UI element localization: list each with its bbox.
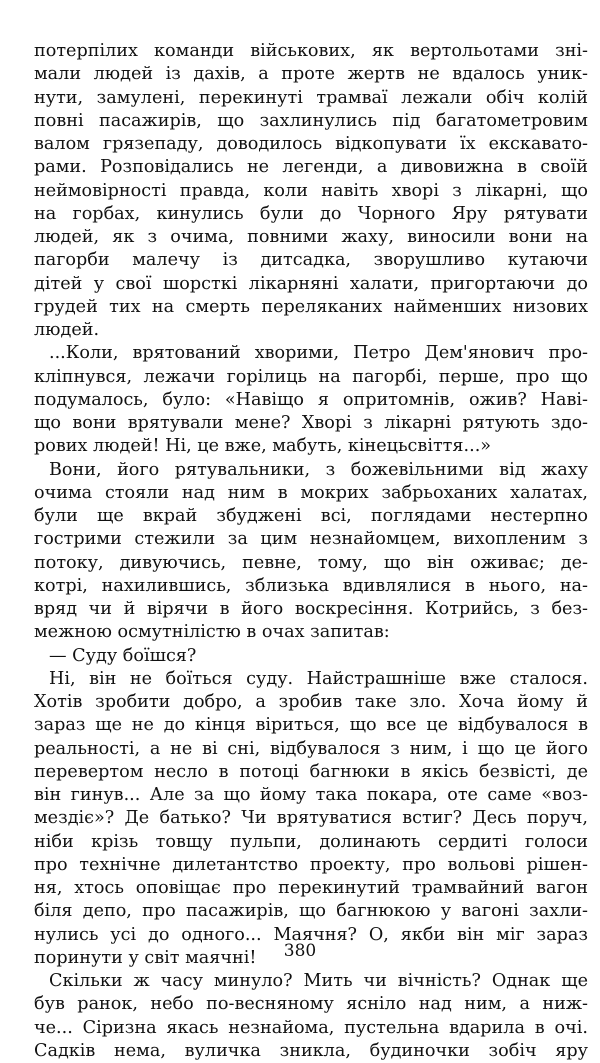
text-line: потерпілих команди військових, як вертольотами зні-	[34, 41, 588, 61]
text-line: на горбах, кинулись були до Чорного Яру рятувати	[34, 203, 588, 224]
text-line: що вони врятували мене? Хворі з лікарні рятують здо-	[34, 413, 588, 433]
text-line: пагорби малечу із дитсадка, зворушливо кутаючи	[34, 250, 588, 271]
text-line: Хотів зробити добро, а зробив таке зло. Хоча йому й	[34, 692, 588, 712]
text-line: дітей у свої шорсткі лікарняні халати, пригортаючи до	[34, 273, 588, 294]
text-line: котрі, нахилившись, зблизька вдивлялися в нього, на-	[34, 575, 588, 596]
text-line: перевертом несло в потоці багнюки в якісь безвісті, де	[34, 761, 588, 782]
text-line: межною осмутнілістю в очах запитав:	[34, 622, 390, 643]
text-line: рами. Розповідались не легенди, а дивовижна в своїй	[34, 157, 588, 178]
text-line: нулись усі до одного... Маячня? О, якби він міг зараз	[34, 924, 588, 945]
text-line: — Суду боїшся?	[49, 645, 197, 666]
text-line: Садків нема, вуличка зникла, будиночки зобіч яру	[34, 1040, 588, 1061]
text-line: людей.	[34, 320, 100, 340]
paragraph	[34, 970, 588, 1063]
text-line: рових людей! Ні, це вже, мабуть, кінецьсвіття...»	[34, 436, 492, 457]
paragraph	[34, 459, 588, 645]
text-line: мали людей із дахів, а проте жертв не вдалось уник-	[34, 64, 588, 85]
text-line: валом грязепаду, доводилось відкопувати їх екскавато-	[34, 134, 588, 154]
text-line: мездіє»? Де батько? Чи врятуватися встиг? Десь поруч,	[34, 808, 588, 829]
page-number: 380	[283, 941, 317, 961]
text-line: людей, як з очима, повними жаху, виносили вони на	[34, 227, 588, 247]
text-line: він гинув... Але за що йому така покара, оте саме «воз-	[34, 785, 588, 805]
text-line: ня, хтось оповіщає про перекинутий трамвайний вагон	[34, 878, 588, 898]
text-line: були ще вкрай збуджені всі, поглядами нестерпно	[34, 506, 588, 526]
text-line: про технічне дилетантство проекту, про вольові рішен-	[34, 854, 588, 875]
text-line: очима стояли над ним в мокрих забрьоханих халатах,	[34, 482, 588, 503]
paragraph	[34, 40, 588, 342]
text-line: че... Сіризна якась незнайома, пустельна вдарила в очі.	[34, 1017, 588, 1038]
book-page-text	[34, 40, 588, 1063]
text-line: подумалось, було: «Навіщо я опритомнів, ожив? Наві-	[34, 389, 588, 410]
text-line: нути, замулені, перекинуті трамваї лежали обіч колій	[34, 87, 588, 108]
text-line: зараз ще не до кінця віриться, що все це відбувалося в	[34, 715, 588, 736]
text-line: вряд чи й вірячи в його воскресіння. Котрийсь, з без-	[34, 599, 588, 619]
text-line: кліпнувся, лежачи горілиць на пагорбі, перше, про що	[34, 366, 588, 387]
text-line: ніби крізь товщу пульпи, долинають сердиті голоси	[34, 831, 588, 852]
text-line: гострими стежили за цим незнайомцем, вихопленим з	[34, 529, 588, 550]
text-line: біля депо, про пасажирів, що багнюкою у вагоні захли-	[34, 901, 588, 922]
text-line: повні пасажирів, що захлинулись під багатометровим	[34, 110, 588, 131]
text-line: неймовірності правда, коли навіть хворі з лікарні, що	[34, 180, 588, 201]
text-line: Ні, він не боїться суду. Найстрашніше вже сталося.	[49, 668, 588, 689]
text-line: Вони, його рятувальники, з божевільними від жаху	[49, 459, 588, 480]
text-line: поринути у світ маячні!	[34, 947, 257, 968]
text-line: потоку, дивуючись, певне, тому, що він оживає; де-	[34, 552, 588, 573]
text-line: був ранок, небо по-весняному ясніло над ним, а ниж-	[34, 994, 588, 1015]
text-line: реальності, а не ві сні, відбувалося з ним, і що це його	[34, 738, 588, 759]
text-line: ...Коли, врятований хворими, Петро Дем'янович про-	[49, 343, 588, 364]
paragraph	[34, 342, 588, 458]
text-line: грудей тих на смерть переляканих найменших низових	[34, 296, 588, 317]
text-line: Скільки ж часу минуло? Мить чи вічність? Однак ще	[49, 971, 588, 991]
paragraph	[34, 645, 588, 668]
paragraph	[34, 668, 588, 970]
